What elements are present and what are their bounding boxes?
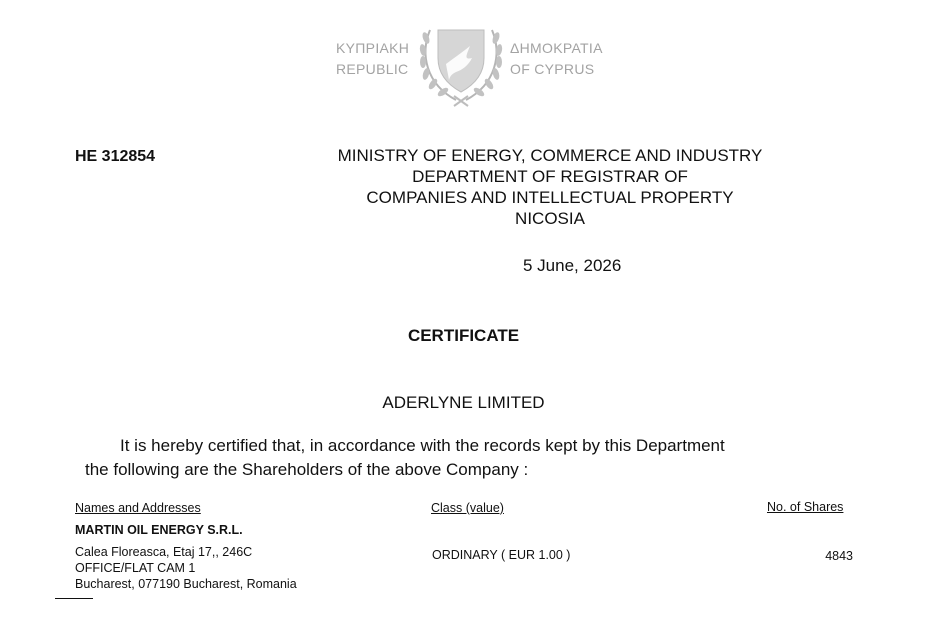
statement-line-2: the following are the Shareholders of the above Company : xyxy=(85,460,529,479)
shareholder-address-line-1: Calea Floreasca, Etaj 17,, 246C xyxy=(75,545,253,559)
certificate-date: 5 June, 2026 xyxy=(523,256,622,275)
ministry-line-4: NICOSIA xyxy=(515,209,585,228)
seal-english-cyprus: OF CYPRUS xyxy=(510,61,595,77)
seal-text-left xyxy=(336,38,409,80)
shareholder-class: ORDINARY ( EUR 1.00 ) xyxy=(432,548,571,562)
ministry-line-3: COMPANIES AND INTELLECTUAL PROPERTY xyxy=(366,188,734,207)
seal-text-right xyxy=(510,38,603,80)
registration-number: HE 312854 xyxy=(75,148,156,165)
cyprus-coat-of-arms-icon xyxy=(416,24,506,108)
ministry-line-2: DEPARTMENT OF REGISTRAR OF xyxy=(412,167,688,186)
shareholder-name: MARTIN OIL ENERGY S.R.L. xyxy=(75,523,243,537)
statement-line-1: It is hereby certified that, in accordance with the records kept by this Department xyxy=(120,436,725,455)
certificate-title: CERTIFICATE xyxy=(407,326,520,345)
column-header-class: Class (value) xyxy=(431,501,504,515)
ministry-line-1: MINISTRY OF ENERGY, COMMERCE AND INDUSTRY xyxy=(337,146,763,165)
seal-english-republic: REPUBLIC xyxy=(336,61,409,77)
shareholder-address xyxy=(75,544,297,592)
ministry-header xyxy=(230,145,870,229)
column-header-names: Names and Addresses xyxy=(75,501,201,515)
seal-greek-democracy: ΔΗΜΟΚΡΑΤΙΑ xyxy=(510,40,603,56)
shareholder-share-count: 4843 xyxy=(825,549,853,563)
company-name: ADERLYNE LIMITED xyxy=(382,393,545,412)
shareholder-address-line-3: Bucharest, 077190 Bucharest, Romania xyxy=(75,577,297,591)
seal-greek-republic: ΚΥΠΡΙΑΚΗ xyxy=(336,40,410,56)
shareholder-address-line-2: OFFICE/FLAT CAM 1 xyxy=(75,561,196,575)
footnote-divider xyxy=(55,598,93,599)
column-header-shares: No. of Shares xyxy=(767,500,844,514)
